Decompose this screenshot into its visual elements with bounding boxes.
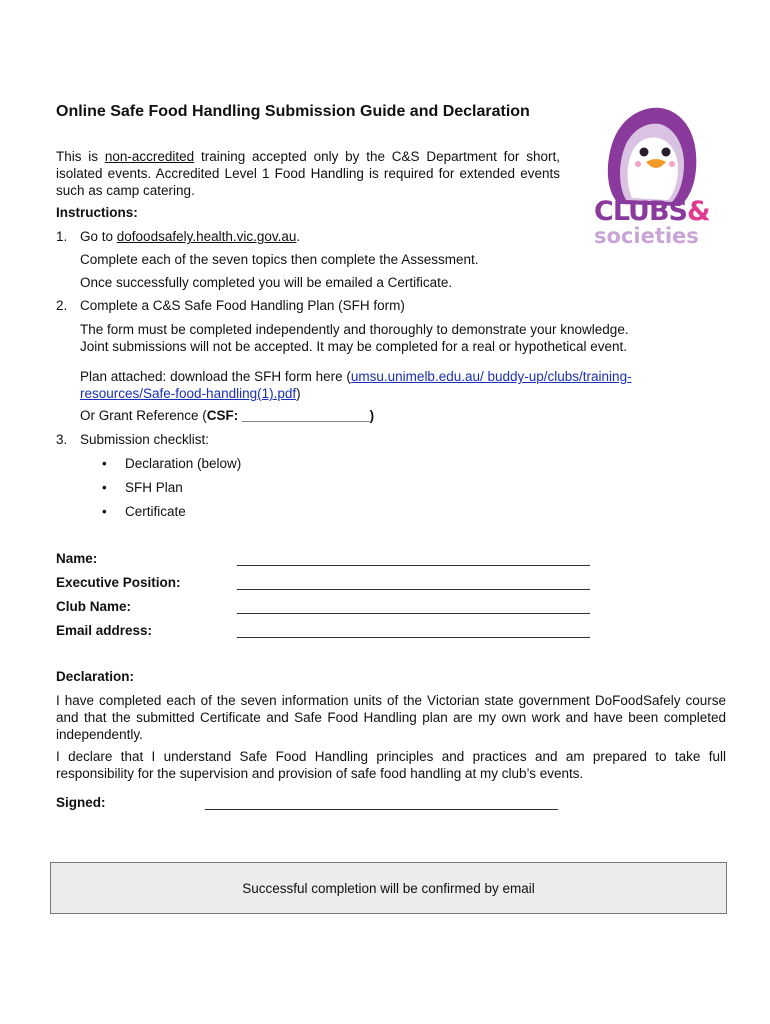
intro-paragraph	[56, 148, 560, 199]
bullet-icon: •	[102, 504, 107, 519]
logo-societies-text: societies	[594, 224, 699, 248]
step-1-line-2: Complete each of the seven topics then complete the Assessment.	[80, 252, 479, 267]
logo-ampersand: &	[687, 196, 710, 227]
checklist-item: Certificate	[125, 504, 186, 519]
name-label: Name:	[56, 551, 98, 566]
confirmation-notice-text: Successful completion will be confirmed by email	[242, 880, 535, 896]
intro-text-start: This is	[56, 149, 105, 164]
step-2-number: 2.	[56, 298, 68, 313]
executive-position-field[interactable]: _______________________________________________	[237, 575, 590, 590]
declaration-paragraph-1: I have completed each of the seven information units of the Victorian state government DoFoodSafely course and that the submitted Certificate and Safe Food Handling plan are my own work and have been completed independently.	[56, 693, 726, 742]
plan-attached-suffix: )	[296, 386, 301, 401]
step-3-text: Submission checklist:	[80, 432, 210, 447]
sfh-form-link[interactable]: umsu.unimelb.edu.au/ buddy-up/clubs/training-	[350, 369, 632, 384]
logo-clubs-text	[594, 196, 710, 227]
step-2-para-line-1: The form must be completed independently and thoroughly to demonstrate your knowledge.	[80, 322, 629, 337]
instructions-heading: Instructions:	[56, 205, 138, 220]
name-field[interactable]: _______________________________________________	[237, 551, 590, 566]
step-1-prefix: Go to	[80, 229, 117, 244]
step-1-line-3: Once successfully completed you will be emailed a Certificate.	[80, 275, 453, 290]
executive-position-label: Executive Position:	[56, 575, 181, 590]
csf-field[interactable]: CSF: _________________)	[206, 408, 375, 423]
club-name-label: Club Name:	[56, 599, 132, 614]
logo-word-clubs: CLUBS	[594, 196, 688, 227]
signed-label: Signed:	[56, 795, 106, 810]
clubs-societies-logo	[590, 100, 720, 250]
grant-reference-line	[80, 408, 374, 423]
intro-underlined-text: non-accredited	[104, 149, 195, 164]
plan-attached-line	[80, 369, 632, 384]
plan-attached-prefix: Plan attached: download the SFH form here (	[80, 369, 351, 384]
dofoodsafely-link[interactable]: dofoodsafely.health.vic.gov.au	[116, 229, 297, 244]
step-2-text: Complete a C&S Safe Food Handling Plan (SFH form)	[80, 298, 405, 313]
step-1-number: 1.	[56, 229, 68, 244]
signature-field[interactable]: _______________________________________________	[205, 795, 558, 810]
step-3-number: 3.	[56, 432, 68, 447]
club-name-field[interactable]: _______________________________________________	[237, 599, 590, 614]
checklist-item: SFH Plan	[125, 480, 183, 495]
bullet-icon: •	[102, 480, 107, 495]
plan-attached-line-2	[80, 386, 301, 401]
step-2-para-line-2: Joint submissions will not be accepted. It may be completed for a real or hypothetical event.	[80, 339, 628, 354]
bullet-icon: •	[102, 456, 107, 471]
step-1-text	[80, 229, 300, 244]
page-title: Online Safe Food Handling Submission Guide and Declaration	[56, 103, 530, 120]
checklist-item: Declaration (below)	[125, 456, 242, 471]
sfh-form-link-continued[interactable]: resources/Safe-food-handling(1).pdf	[80, 386, 297, 401]
declaration-paragraph-2: I declare that I understand Safe Food Handling principles and practices and am prepared to take full responsibility for the supervision and provision of safe food handling at my club’s events.	[56, 749, 726, 781]
declaration-heading: Declaration:	[56, 669, 135, 684]
step-1-suffix: .	[296, 229, 301, 244]
grant-reference-prefix: Or Grant Reference (	[80, 408, 207, 423]
intro-text-end: training accepted only by the C&S Department for short, isolated events. Accredited Level 1 Food Handling is required for extended events such as camp catering.	[56, 149, 560, 198]
email-address-field[interactable]: _______________________________________________	[237, 623, 590, 638]
email-address-label: Email address:	[56, 623, 153, 638]
confirmation-notice-box	[50, 862, 727, 914]
